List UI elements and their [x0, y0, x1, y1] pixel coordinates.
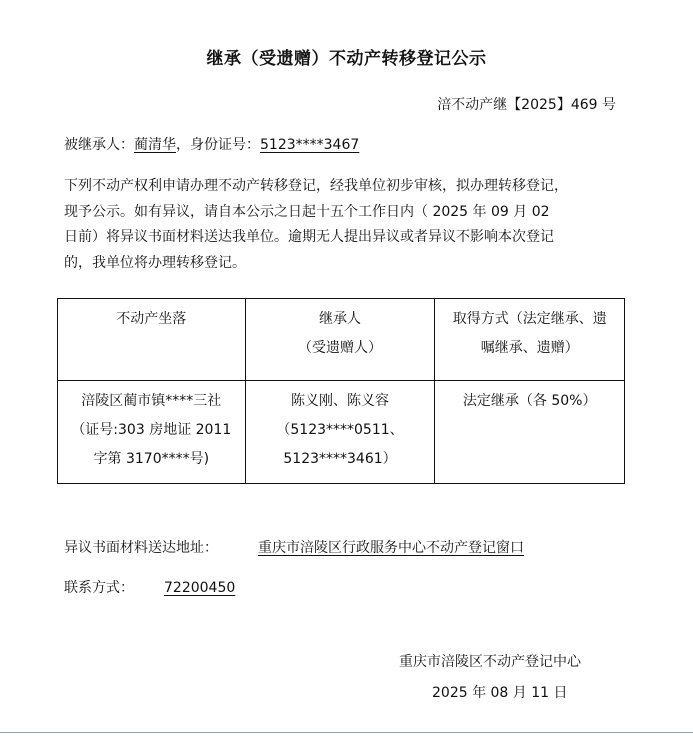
page-edge-divider: [0, 732, 693, 733]
notice-body: [64, 174, 624, 276]
body-line: 下列不动产权利申请办理不动产转移登记，经我单位初步审核，拟办理转移登记，: [64, 178, 568, 194]
property-table: [57, 298, 625, 484]
objection-address: [64, 537, 524, 557]
issue-date: 2025 年 08 月 11 日: [432, 685, 568, 701]
decedent-label: 被继承人：: [64, 137, 134, 153]
cell-location: 涪陵区蔺市镇****三社 （证号:303 房地证 2011 字第 3170****号): [58, 381, 246, 484]
header-heir: 继承人 （受遗赠人）: [245, 299, 435, 381]
contact-label: 联系方式：: [64, 580, 134, 596]
notice-title: 继承（受遗赠）不动产转移登记公示: [206, 49, 487, 69]
decedent-info: [64, 134, 359, 154]
decedent-name: 蔺清华: [134, 137, 176, 153]
decedent-id-number: 5123****3467: [260, 137, 360, 153]
contact-value: 72200450: [164, 580, 236, 596]
body-line: 的，我单位将办理转移登记。: [64, 254, 246, 271]
table-header-row: [58, 299, 625, 381]
body-line: 日前）将异议书面材料送达我单位。逾期无人提出异议或者异议不影响本次登记: [64, 229, 554, 245]
issuing-organization: 重庆市涪陵区不动产登记中心: [399, 654, 581, 670]
header-location: 不动产坐落: [58, 299, 246, 381]
body-line: 现予公示。如有异议，请自本公示之日起十五个工作日内（ 2025 年 09 月 02: [64, 203, 550, 220]
table-row: [58, 381, 625, 484]
contact-info: [64, 577, 235, 597]
address-label: 异议书面材料送达地址：: [64, 540, 218, 556]
cell-acquisition-method: 法定继承（各 50%）: [435, 381, 625, 484]
id-label: ，身份证号：: [176, 137, 260, 153]
header-acquisition-method: 取得方式（法定继承、遗 嘱继承、遗赠）: [435, 299, 625, 381]
cell-heirs: 陈义刚、陈义容 （5123****0511、 5123****3461）: [245, 381, 435, 484]
address-value: 重庆市涪陵区行政服务中心不动产登记窗口: [258, 540, 524, 556]
document-number: 涪不动产继【2025】469 号: [437, 97, 616, 113]
